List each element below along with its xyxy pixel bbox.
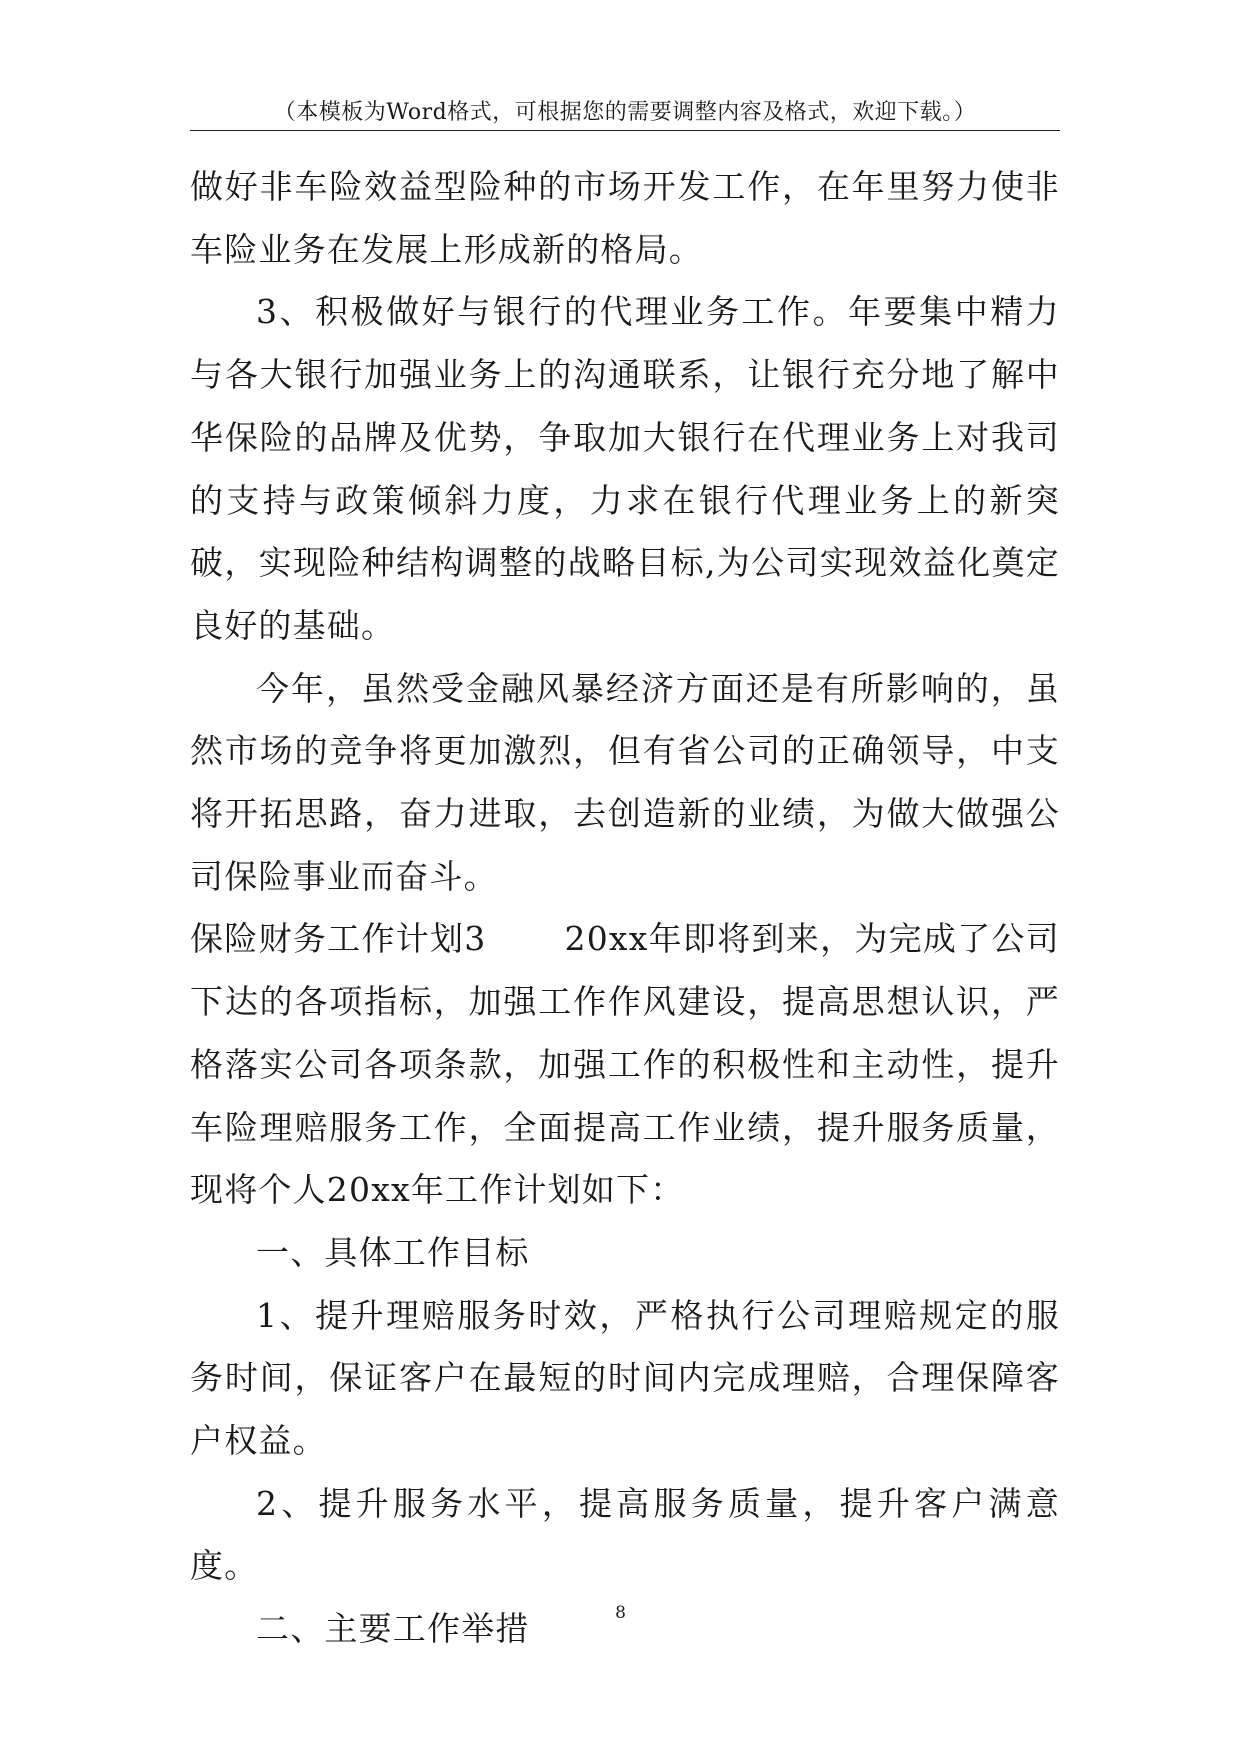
paragraph-bank-agency: 3、积极做好与银行的代理业务工作。年要集中精力与各大银行加强业务上的沟通联系，让银行充分地了解中华保险的品牌及优势，争取加大银行在代理业务上对我司的支持与政策倾斜力度，力求在银行代理业务上的新突破，实现险种结构调整的战略目标,为公司实现效益化奠定良好的基础。 [190, 292, 1060, 645]
section-title: 保险财务工作计划3 [190, 919, 487, 959]
header-divider [190, 130, 1060, 131]
page-header-note: （本模板为Word格式，可根据您的需要调整内容及格式，欢迎下载。） [273, 100, 977, 125]
heading-work-goals: 一、具体工作目标 [256, 1232, 530, 1272]
paragraph-plan-intro [190, 908, 1060, 1222]
paragraph-goal-timeliness: 1、提升理赔服务时效，严格执行公司理赔规定的服务时间，保证客户在最短的时间内完成理赔，合理保障客户权益。 [190, 1295, 1060, 1461]
paragraph-non-auto-insurance: 做好非车险效益型险种的市场开发工作，在年里努力使非车险业务在发展上形成新的格局。 [190, 167, 1060, 269]
page-number: 8 [615, 1603, 626, 1623]
heading-main-measures: 二、主要工作举措 [256, 1609, 530, 1649]
plan-intro-text: 20xx年即将到来，为完成了公司下达的各项指标，加强工作作风建设，提高思想认识，严格落实公司各项条款，加强工作的积极性和主动性，提升车险理赔服务工作，全面提高工作业绩，提升服务质量，现将个人20xx年工作计划如下： [190, 919, 1060, 1210]
paragraph-goal-service: 2、提升服务水平，提高服务质量，提升客户满意度。 [190, 1483, 1060, 1586]
document-body [190, 156, 1060, 1661]
paragraph-outlook: 今年，虽然受金融风暴经济方面还是有所影响的，虽然市场的竞争将更加激烈，但有省公司的正确领导，中支将开拓思路，奋力进取，去创造新的业绩，为做大做强公司保险事业而奋斗。 [190, 668, 1060, 896]
